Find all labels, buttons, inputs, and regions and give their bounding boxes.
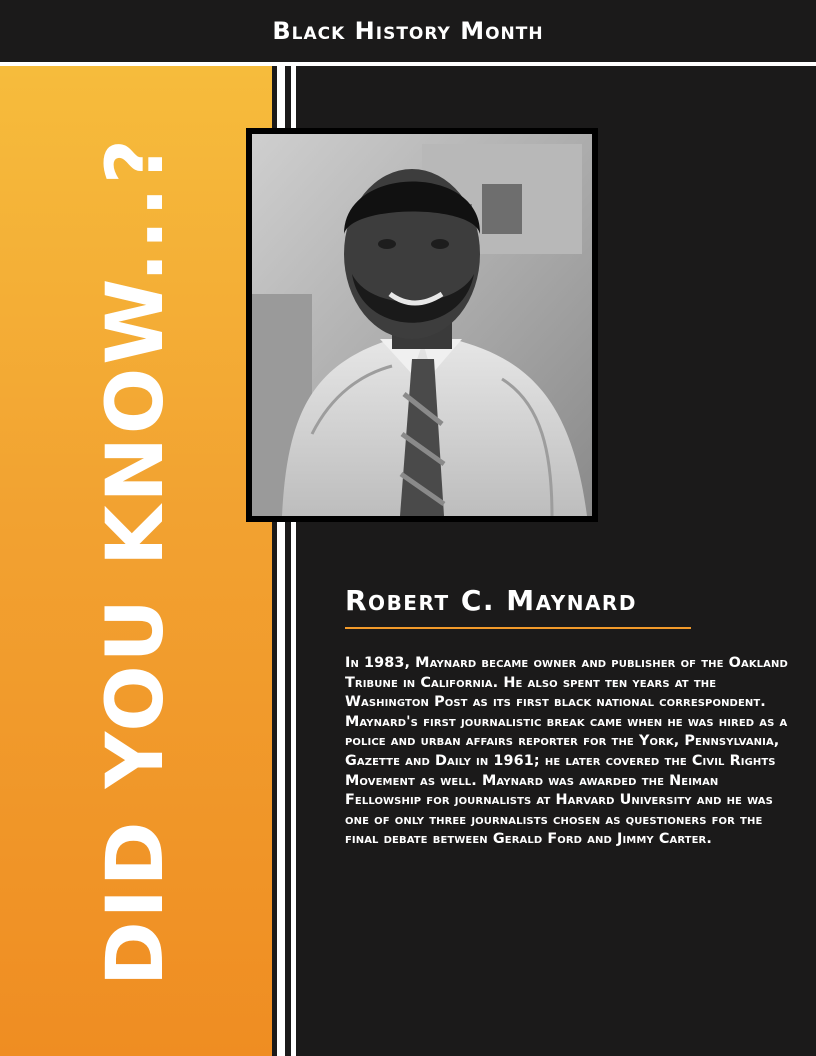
header-band xyxy=(0,0,816,62)
name-underline xyxy=(345,627,691,629)
vertical-title: DID YOU KNOW...? xyxy=(91,135,181,987)
portrait-photo xyxy=(252,134,592,516)
header-title: Black History Month xyxy=(272,17,544,45)
portrait-frame xyxy=(246,128,598,522)
profile-bio: In 1983, Maynard became owner and publisher of the Oakland Tribune in California. He also spent ten years at the Washington Post as its first black national correspondent. Maynard's first journalistic break came when he was hired as a police and urban affairs reporter for the York, Pennsylvania, Gazette and Daily in 1961; he later covered the Civil Rights Movement as well. Maynard was awarded the Neiman Fellowship for journalists at Harvard University and he was one of only three journalists chosen as questioners for the final debate between Gerald Ford and Jimmy Carter. xyxy=(345,655,788,848)
profile-name: Robert C. Maynard xyxy=(345,584,637,617)
